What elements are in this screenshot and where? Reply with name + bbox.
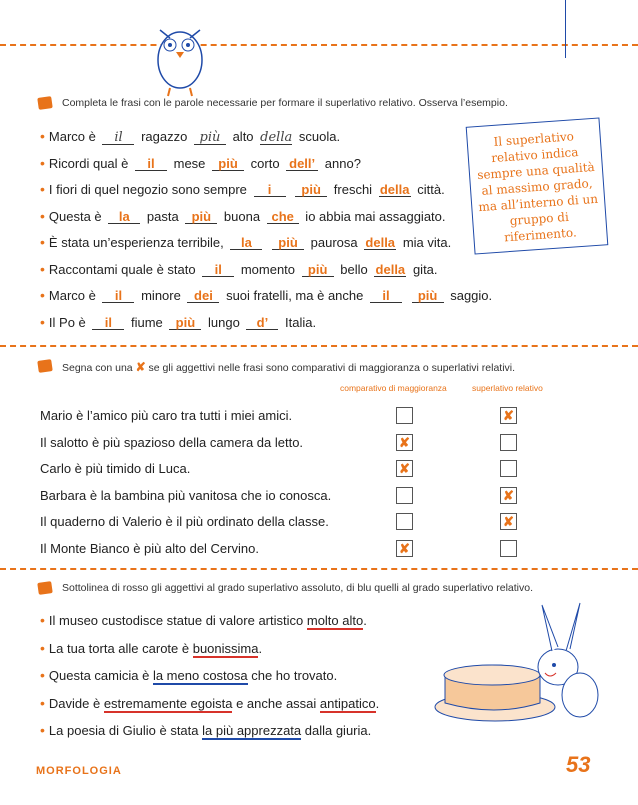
table-row-text: Mario è l’amico più caro tra tutti i miei amici. — [40, 408, 293, 423]
sentence-text: Questa è — [48, 208, 106, 224]
answer-blank[interactable]: il — [92, 316, 124, 330]
column-header-comparativo: comparativo di maggioranza — [340, 383, 447, 393]
section-divider-2 — [0, 568, 638, 570]
answer-blank[interactable]: dei — [187, 289, 219, 303]
underlined-adjective[interactable]: antipatico — [319, 695, 376, 711]
sentence-text: I fiori di quel negozio sono sempre — [48, 182, 251, 197]
answer-blank[interactable]: più — [194, 131, 226, 145]
underlined-adjective[interactable]: buonissima — [192, 640, 259, 656]
answer-blank[interactable]: d’ — [246, 316, 278, 330]
sentence-row — [40, 314, 316, 330]
sentence-text: Il Po è — [48, 314, 90, 330]
sentence-text: saggio. — [446, 288, 493, 303]
answer-blank[interactable]: della — [375, 261, 406, 277]
sentence-text — [405, 288, 409, 303]
checkbox-comparativo[interactable] — [396, 487, 413, 504]
sentence-text: alto — [228, 129, 258, 144]
sentence-text: È stata un’esperienza terribile, — [48, 235, 228, 250]
sentence-text: freschi — [330, 182, 376, 197]
section-label: MORFOLOGIA — [36, 765, 122, 777]
sentence-text: ragazzo — [137, 129, 191, 144]
answer-blank[interactable]: che — [267, 210, 299, 224]
sentence-text: minore — [137, 288, 185, 303]
sentence-text: e anche assai — [232, 695, 320, 711]
sentence-row — [40, 261, 438, 277]
bullet: • — [40, 207, 45, 224]
exercise-2-instruction: Segna con una ✘ se gli aggettivi nelle frasi sono comparativi di maggioranza o superlativi relativi. — [62, 360, 516, 374]
sentence-row — [40, 208, 446, 224]
answer-blank[interactable]: il — [370, 289, 402, 303]
sentence-text: che ho trovato. — [247, 668, 338, 683]
answer-blank[interactable]: della — [365, 235, 396, 250]
table-row-text: Barbara è la bambina più vanitosa che io conosca. — [40, 487, 332, 503]
answer-blank[interactable]: più — [185, 210, 217, 224]
bullet: • — [40, 694, 45, 711]
rabbit-cake-illustration — [430, 595, 610, 735]
table-row-text: Il quaderno di Valerio è il più ordinato della classe. — [40, 514, 329, 529]
bullet: • — [40, 287, 45, 303]
cross-mark-icon: ✘ — [135, 360, 146, 374]
underlined-adjective[interactable]: la meno costosa — [152, 668, 248, 683]
exercise-marker — [37, 96, 53, 110]
sentence-text: corto — [247, 155, 284, 171]
exercise-1-instruction: Completa le frasi con le parole necessarie per formare il superlativo relativo. Osserva l’esempio. — [62, 97, 508, 109]
exercise-3-instruction: Sottolinea di rosso gli aggettivi al grado superlativo assoluto, di blu quelli al grado superlativo relativo. — [62, 582, 534, 594]
underlined-adjective[interactable]: la più apprezzata — [202, 723, 302, 738]
sentence-text: buona — [220, 208, 264, 224]
underlined-adjective[interactable]: molto alto — [306, 613, 364, 628]
underlined-adjective[interactable]: estremamente egoista — [103, 695, 233, 711]
checkbox-superlativo[interactable] — [500, 460, 517, 477]
sentence-text: suoi fratelli, ma è anche — [222, 288, 367, 303]
checkbox-comparativo[interactable]: ✘ — [396, 434, 413, 451]
exercise-marker — [37, 581, 53, 595]
sentence-row — [40, 667, 337, 683]
checkbox-comparativo[interactable] — [396, 513, 413, 530]
checkbox-comparativo[interactable]: ✘ — [396, 460, 413, 477]
sentence-row — [40, 612, 367, 628]
bullet: • — [40, 181, 45, 197]
exercise-marker — [37, 359, 53, 373]
answer-blank[interactable]: il — [102, 289, 134, 303]
answer-blank[interactable]: della — [379, 182, 410, 197]
section-divider-1 — [0, 345, 638, 347]
sentence-text: La tua torta alle carote è — [48, 640, 193, 656]
checkbox-comparativo[interactable]: ✘ — [396, 540, 413, 557]
sentence-text: gita. — [409, 261, 438, 277]
answer-blank[interactable]: più — [302, 263, 334, 277]
answer-blank[interactable]: il — [135, 157, 167, 171]
bullet: • — [40, 260, 45, 277]
sentence-text: lungo — [204, 314, 244, 330]
sentence-text: io abbia mai assaggiato. — [301, 208, 446, 224]
checkbox-superlativo[interactable]: ✘ — [500, 407, 517, 424]
answer-blank[interactable]: più — [272, 236, 304, 250]
table-row-text: Il Monte Bianco è più alto del Cervino. — [40, 540, 259, 556]
sentence-text: anno? — [321, 155, 361, 171]
sentence-text — [265, 235, 269, 250]
sentence-text: Italia. — [281, 314, 317, 330]
sentence-text: Davide è — [48, 695, 104, 711]
sentence-row — [40, 640, 262, 656]
sentence-row — [40, 155, 361, 171]
sentence-text: mia vita. — [399, 235, 452, 250]
answer-blank[interactable]: più — [169, 316, 201, 330]
sentence-text: . — [375, 695, 380, 711]
answer-blank[interactable]: più — [412, 289, 444, 303]
sentence-text: momento — [237, 261, 299, 277]
owl-illustration — [140, 10, 220, 100]
bullet: • — [40, 128, 45, 144]
info-sign — [466, 117, 609, 254]
bullet: • — [40, 667, 45, 683]
checkbox-superlativo[interactable]: ✘ — [500, 487, 517, 504]
sentence-text: Il museo custodisce statue di valore artistico — [48, 613, 307, 628]
table-row-text: Carlo è più timido di Luca. — [40, 461, 191, 476]
info-sign-text: Il superlativo relativo indica sempre una qualità al massimo grado, ma all’interno di un gruppo di riferimento. — [476, 129, 599, 245]
checkbox-superlativo[interactable] — [500, 434, 517, 451]
answer-blank[interactable]: la — [108, 210, 140, 224]
table-row-text: Il salotto è più spazioso della camera da letto. — [40, 434, 304, 450]
answer-blank[interactable]: più — [212, 157, 244, 171]
sentence-text: . — [258, 640, 263, 656]
sentence-text: paurosa — [307, 235, 362, 250]
bullet: • — [40, 639, 45, 656]
top-dashed-line — [0, 44, 638, 46]
checkbox-superlativo[interactable]: ✘ — [500, 513, 517, 530]
sentence-text: scuola. — [295, 129, 341, 144]
bullet: • — [40, 234, 45, 250]
sentence-row — [40, 234, 451, 250]
sentence-row — [40, 128, 340, 145]
answer-blank[interactable]: il — [102, 131, 134, 145]
bullet: • — [40, 313, 45, 330]
bullet: • — [40, 612, 45, 628]
sentence-text: Ricordi qual è — [48, 155, 133, 171]
checkbox-superlativo[interactable] — [500, 540, 517, 557]
sentence-text: La poesia di Giulio è stata — [48, 723, 203, 738]
bullet: • — [40, 722, 45, 738]
sentence-text: dalla giuria. — [301, 723, 372, 738]
sentence-text: fiume — [127, 314, 167, 330]
sentence-text: Marco è — [48, 288, 100, 303]
sentence-row — [40, 287, 492, 303]
answer-blank[interactable]: i — [254, 183, 286, 197]
column-header-superlativo: superlativo relativo — [472, 383, 543, 393]
sentence-row — [40, 695, 379, 711]
answer-blank[interactable]: della — [260, 130, 293, 145]
answer-blank[interactable]: più — [295, 183, 327, 197]
checkbox-comparativo[interactable] — [396, 407, 413, 424]
sentence-text: Questa camicia è — [48, 668, 153, 683]
sentence-text: . — [363, 613, 367, 628]
sentence-text: Marco è — [48, 129, 100, 144]
sign-hanging-wire — [565, 0, 566, 58]
sentence-text: mese — [170, 155, 210, 171]
sentence-row — [40, 181, 445, 197]
page-number: 53 — [566, 752, 591, 777]
sentence-text: città. — [413, 182, 445, 197]
bullet: • — [40, 154, 45, 171]
answer-blank[interactable]: la — [230, 236, 262, 250]
answer-blank[interactable]: il — [202, 263, 234, 277]
sentence-text — [289, 182, 293, 197]
sentence-row — [40, 722, 371, 738]
answer-blank[interactable]: dell’ — [286, 157, 318, 171]
sentence-text: Raccontami quale è stato — [48, 261, 200, 277]
sentence-text: bello — [336, 261, 372, 277]
sentence-text: pasta — [143, 208, 183, 224]
